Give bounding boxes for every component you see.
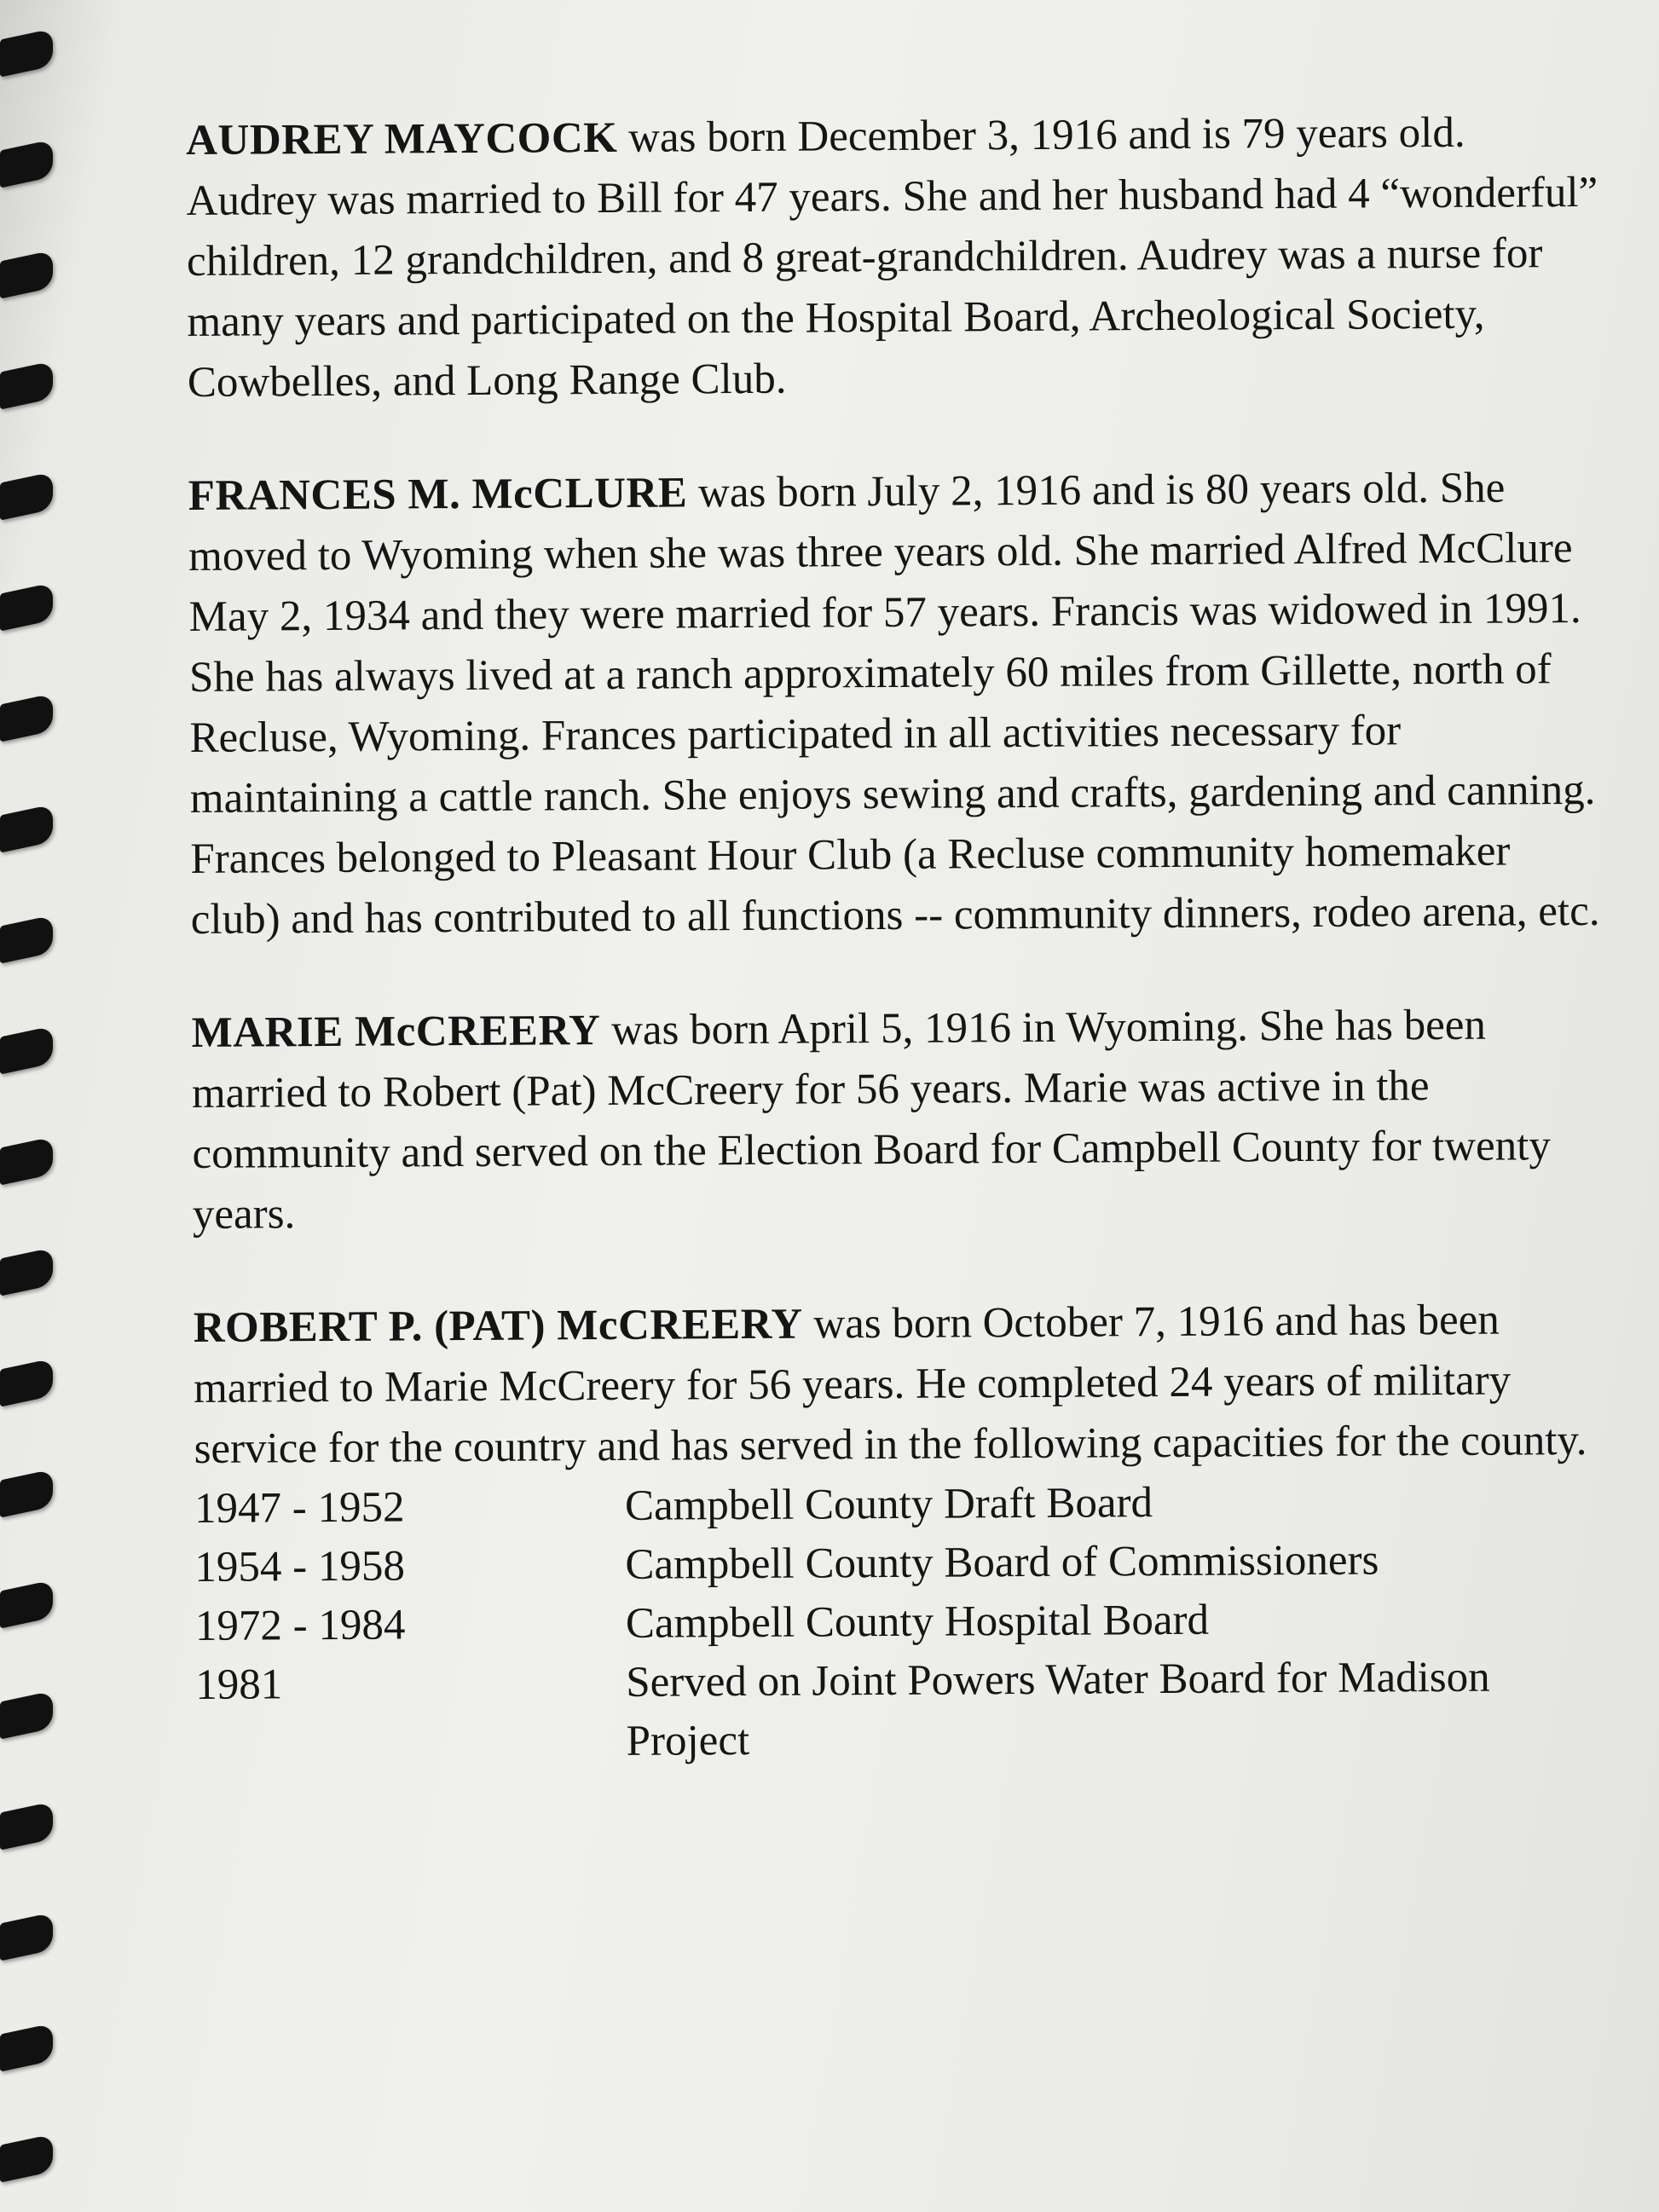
binding-coil [0, 915, 53, 963]
binding-coil [0, 1358, 53, 1406]
person-name: ROBERT P. (PAT) McCREERY [193, 1300, 803, 1352]
binding-coil [0, 1136, 53, 1185]
binding-coil [0, 1580, 53, 1628]
binding-coil [0, 1025, 53, 1074]
person-name: MARIE McCREERY [191, 1007, 601, 1057]
binding-coil [0, 250, 53, 298]
binding-coil [0, 28, 53, 77]
person-name: FRANCES M. McCLURE [188, 469, 688, 520]
binding-coil [0, 1801, 53, 1850]
biography-paragraph [188, 458, 1606, 950]
service-role: Served on Joint Powers Water Board for Madison Project [626, 1653, 1490, 1765]
binding-coil [0, 1912, 53, 1961]
biography-entry [186, 102, 1603, 413]
biography-paragraph [194, 1290, 1610, 1480]
binding-coil [0, 693, 53, 742]
biography-entry [188, 458, 1606, 950]
service-list [194, 1471, 1611, 1774]
binding-coil [0, 582, 53, 631]
binding-coil [0, 471, 53, 520]
binding-coil [0, 361, 53, 409]
biography-entry [191, 995, 1608, 1245]
binding-coil [0, 139, 53, 188]
binding-coil [0, 804, 53, 852]
binding-coil [0, 1247, 53, 1296]
binding-coil [0, 2134, 53, 2182]
biography-text: was born October 7, 1916 and has been married to Marie McCreery for 56 years. He completed 24 years of military service for the country and has served in the following capacities for the county. [193, 1296, 1587, 1473]
service-years: 1947 - 1952 [194, 1483, 405, 1533]
binding-coil [0, 1690, 53, 1739]
biography-paragraph [186, 102, 1603, 413]
service-role: Campbell County Board of Commissioners [625, 1536, 1379, 1589]
person-name: AUDREY MAYCOCK [186, 113, 618, 165]
biography-text: was born December 3, 1916 and is 79 years old. Audrey was married to Bill for 47 years. She and her husband had 4 “wonderful” children, 12 grandchildren, and 8 great-grandchildren. Audrey was a nurse for many years and participated on the Hospital Board, Archeological Society, Cowbelles, and Long Range Club. [186, 108, 1598, 407]
biography-text: was born April 5, 1916 in Wyoming. She has been married to Robert (Pat) McCreery for 56 years. Marie was active in the community and served on the Election Board for Campbell County for twenty years. [191, 1001, 1552, 1239]
service-role: Campbell County Hospital Board [625, 1596, 1210, 1648]
biography-text: was born July 2, 1916 and is 80 years old. She moved to Wyoming when she was three years old. She married Alfred McClure May 2, 1934 and they were married for 57 years. Francis was widowed in 1991. She has always lived at a ranch approximately 60 miles from Gillette, north of Recluse, Wyoming. Frances participated in all activities necessary for maintaining a cattle ranch. She enjoys sewing and crafts, gardening and canning. Frances belonged to Pleasant Hour Club (a Recluse community homemaker club) and has contributed to all functions -- community dinners, rodeo arena, etc. [188, 464, 1600, 944]
spiral-binding [0, 0, 60, 2212]
biography-paragraph [191, 995, 1608, 1245]
page-content [186, 102, 1611, 1827]
service-role: Campbell County Draft Board [624, 1479, 1153, 1530]
service-years: 1981 [195, 1660, 283, 1709]
biography-entry [194, 1290, 1611, 1774]
service-years: 1972 - 1984 [194, 1601, 406, 1650]
binding-coil [0, 2023, 53, 2071]
service-years: 1954 - 1958 [194, 1542, 406, 1591]
binding-coil [0, 1469, 53, 1517]
